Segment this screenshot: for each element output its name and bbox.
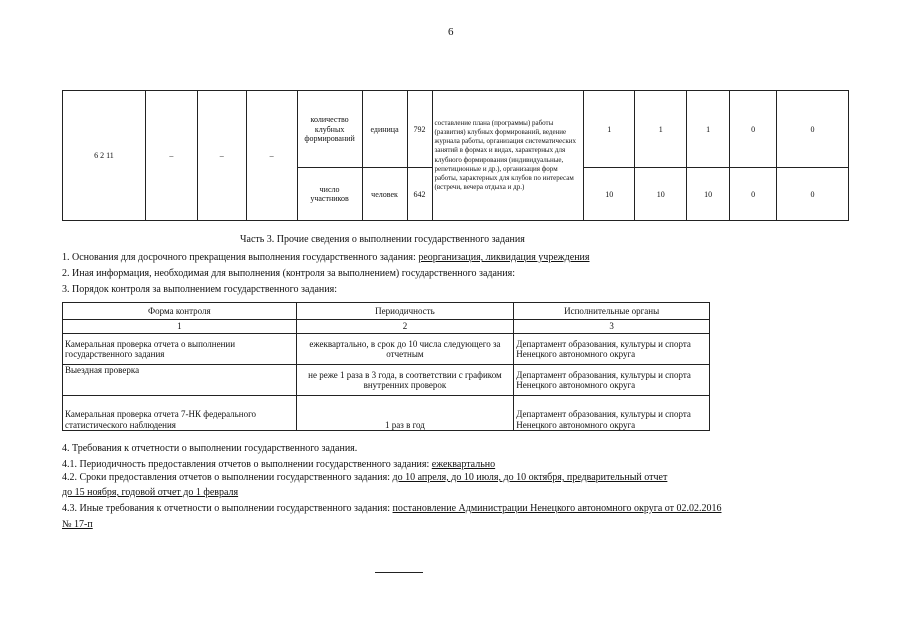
item41-label: 4.1. Периодичность предоставления отчетов о выполнении государственного задания: — [62, 459, 432, 470]
unit-name: единица — [362, 91, 407, 168]
table-cell: – — [246, 91, 297, 221]
table-row — [63, 91, 849, 168]
table-header-row — [63, 303, 710, 320]
value-cell: 1 — [584, 91, 635, 168]
indicator-name: количество клубных формирований — [297, 91, 362, 168]
item1-value: реорганизация, ликвидация учреждения — [418, 252, 590, 263]
control-org: Департамент образования, культуры и спорта Ненецкого автономного округа — [514, 334, 710, 365]
value-cell: 0 — [730, 91, 777, 168]
value-cell: 10 — [687, 168, 730, 221]
part3-item2: 2. Иная информация, необходимая для выполнения (контроля за выполнением) государственного задания: — [62, 268, 516, 279]
item43-label: 4.3. Иные требования к отчетности о выполнении государственного задания: — [62, 503, 393, 514]
part3-title: Часть 3. Прочие сведения о выполнении государственного задания — [240, 234, 525, 245]
value-cell: 0 — [777, 168, 849, 221]
control-form: Камеральная проверка отчета о выполнении государственного задания — [63, 334, 297, 365]
okei-code: 642 — [407, 168, 432, 221]
control-period: ежеквартально, в срок до 10 числа следующего за отчетным — [296, 334, 514, 365]
part3-item3: 3. Порядок контроля за выполнением государственного задания: — [62, 284, 337, 295]
part3-item1 — [62, 252, 590, 263]
okei-code: 792 — [407, 91, 432, 168]
column-number: 3 — [514, 320, 710, 334]
unit-name: человек — [362, 168, 407, 221]
value-cell: 1 — [635, 91, 687, 168]
control-period: не реже 1 раза в 3 года, в соответствии с графиком внутренних проверок — [296, 365, 514, 396]
item42-value: до 10 апреля, до 10 июля, до 10 октября, предварительный отчет — [392, 472, 668, 483]
service-indicators-table — [62, 90, 849, 221]
reporting-item43-cont: № 17-п — [62, 519, 93, 530]
table-number-row — [63, 320, 710, 334]
indicator-name: число участников — [297, 168, 362, 221]
item1-label: 1. Основания для досрочного прекращения выполнения государственного задания: — [62, 252, 419, 263]
table-cell: – — [197, 91, 246, 221]
service-code: 6 2 11 — [63, 91, 146, 221]
control-table — [62, 302, 710, 431]
control-org: Департамент образования, культуры и спорта Ненецкого автономного округа — [514, 396, 710, 431]
control-period: 1 раз в год — [296, 396, 514, 431]
reporting-item4: 4. Требования к отчетности о выполнении государственного задания. — [62, 443, 358, 454]
value-cell: 10 — [584, 168, 635, 221]
reporting-item42-cont: до 15 ноября, годовой отчет до 1 февраля — [62, 487, 239, 498]
column-header: Исполнительные органы — [514, 303, 710, 320]
table-row — [63, 365, 710, 396]
table-cell: – — [145, 91, 197, 221]
value-cell: 1 — [687, 91, 730, 168]
table-row — [63, 334, 710, 365]
control-form: Выездная проверка — [63, 365, 297, 396]
end-divider — [375, 572, 423, 573]
column-header: Форма контроля — [63, 303, 297, 320]
service-description: составление плана (программы) работы (развития) клубных формирований, ведение журнала работы, организация систематических занятий в формах и видах, характерных для клубного формирования (индивидуальные, репетиционные и др.), организация форм работы, характерных для клубов по интересам (встречи, вечера отдыха и др.) — [432, 91, 584, 221]
reporting-item42 — [62, 472, 667, 483]
column-header: Периодичность — [296, 303, 514, 320]
item43-value: постановление Администрации Ненецкого автономного округа от 02.02.2016 — [392, 503, 722, 514]
reporting-item43 — [62, 503, 722, 514]
value-cell: 0 — [730, 168, 777, 221]
item41-value: ежеквартально — [431, 459, 496, 470]
item42-label: 4.2. Сроки предоставления отчетов о выполнении государственного задания: — [62, 472, 393, 483]
column-number: 2 — [296, 320, 514, 334]
page-number: 6 — [448, 26, 454, 38]
table-row — [63, 396, 710, 431]
value-cell: 10 — [635, 168, 687, 221]
reporting-item41 — [62, 459, 495, 470]
value-cell: 0 — [777, 91, 849, 168]
control-org: Департамент образования, культуры и спорта Ненецкого автономного округа — [514, 365, 710, 396]
column-number: 1 — [63, 320, 297, 334]
control-form: Камеральная проверка отчета 7-НК федерального статистического наблюдения — [63, 396, 297, 431]
